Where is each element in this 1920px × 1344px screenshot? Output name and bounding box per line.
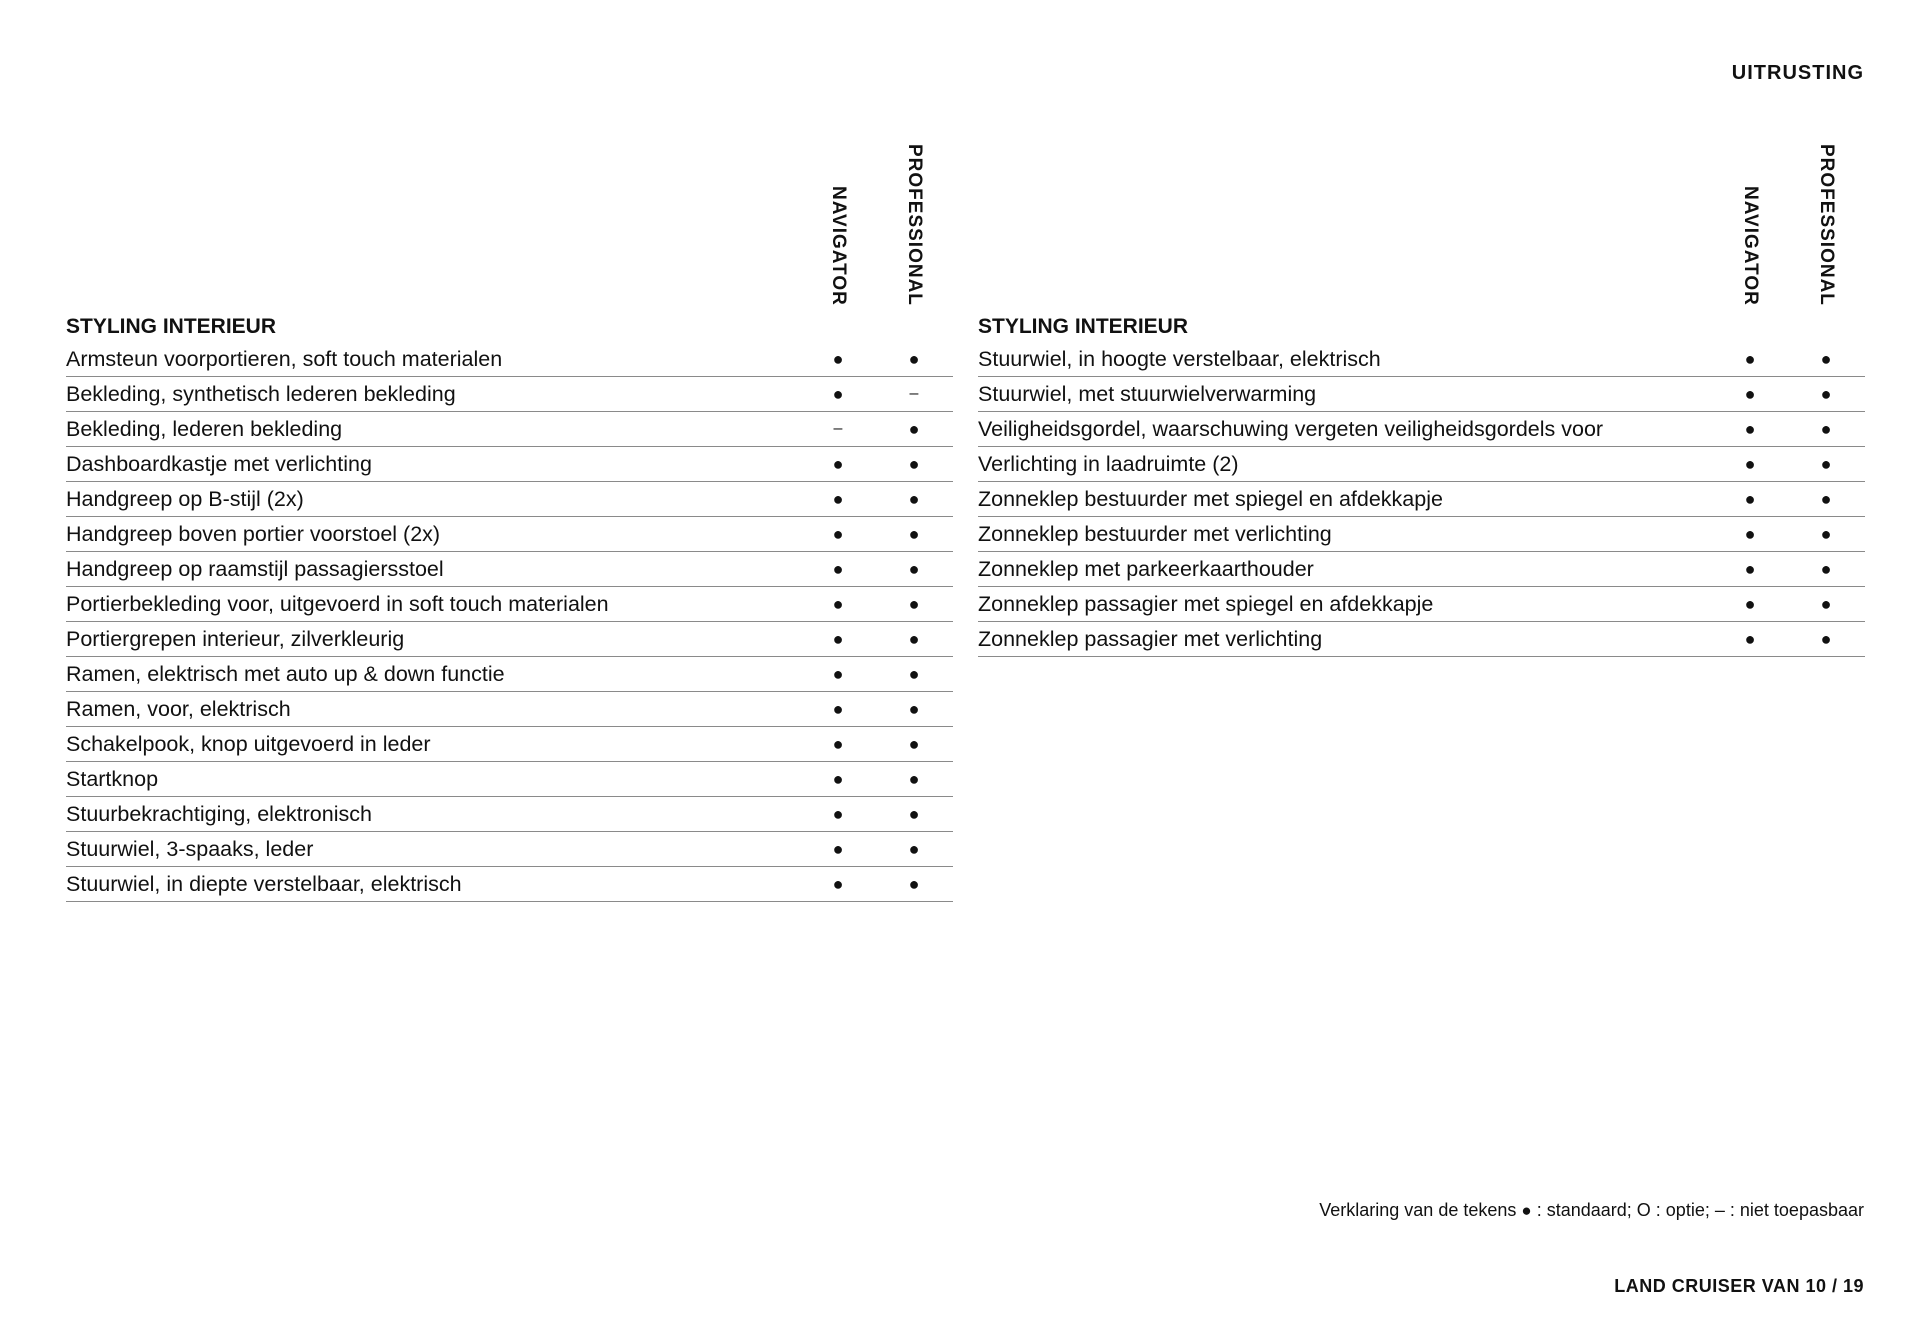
row-label: Dashboardkastje met verlichting: [66, 452, 372, 476]
mark-navigator: –: [833, 420, 843, 437]
row-label: Stuurwiel, in hoogte verstelbaar, elektrisch: [978, 347, 1381, 371]
mark-navigator: ●: [832, 349, 844, 369]
table-row: [66, 832, 953, 867]
table-row: [978, 552, 1865, 587]
row-label: Armsteun voorportieren, soft touch materialen: [66, 347, 503, 371]
row-label: Ramen, elektrisch met auto up & down functie: [66, 662, 505, 686]
row-label: Handgreep boven portier voorstoel (2x): [66, 522, 441, 546]
mark-professional: ●: [1820, 559, 1832, 579]
table-rows: [978, 342, 1865, 657]
mark-professional: ●: [908, 629, 920, 649]
mark-navigator: ●: [1744, 559, 1756, 579]
row-label: Zonneklep met parkeerkaarthouder: [978, 557, 1314, 581]
mark-professional: ●: [908, 699, 920, 719]
legend-option-symbol: O: [1636, 1200, 1651, 1220]
table-row: [978, 447, 1865, 482]
mark-professional: ●: [908, 594, 920, 614]
mark-navigator: ●: [1744, 524, 1756, 544]
row-label: Stuurwiel, 3-spaaks, leder: [66, 837, 314, 861]
table-row: [66, 482, 953, 517]
legend-na-text: : niet toepasbaar: [1729, 1200, 1864, 1220]
legend-na-symbol: –: [1714, 1200, 1725, 1220]
row-label: Zonneklep bestuurder met spiegel en afdekkapje: [978, 487, 1443, 511]
row-label: Zonneklep passagier met spiegel en afdekkapje: [978, 592, 1434, 616]
row-label: Schakelpook, knop uitgevoerd in leder: [66, 732, 431, 756]
table-title: STYLING INTERIEUR: [978, 315, 1189, 338]
legend-standard-text: : standaard;: [1536, 1200, 1632, 1220]
row-label: Stuurwiel, met stuurwielverwarming: [978, 382, 1317, 406]
mark-navigator: ●: [832, 804, 844, 824]
mark-professional: –: [909, 385, 919, 402]
footer: [1614, 1276, 1864, 1297]
table-row: [978, 412, 1865, 447]
legend-option-text: : optie;: [1655, 1200, 1710, 1220]
mark-professional: ●: [908, 734, 920, 754]
mark-navigator: ●: [832, 734, 844, 754]
table-row: [978, 342, 1865, 377]
table-row: [66, 762, 953, 797]
row-label: Veiligheidsgordel, waarschuwing vergeten veiligheidsgordels voor: [978, 417, 1604, 441]
mark-navigator: ●: [832, 874, 844, 894]
column-header-navigator: NAVIGATOR: [828, 186, 849, 306]
mark-navigator: ●: [1744, 349, 1756, 369]
mark-professional: ●: [908, 524, 920, 544]
table-row: [66, 657, 953, 692]
mark-professional: ●: [908, 839, 920, 859]
row-label: Bekleding, synthetisch lederen bekleding: [66, 382, 456, 406]
mark-professional: ●: [908, 454, 920, 474]
mark-professional: ●: [1820, 384, 1832, 404]
footer-page-number: 10 / 19: [1805, 1276, 1864, 1296]
equipment-table-left: [66, 134, 953, 902]
table-row: [66, 447, 953, 482]
column-header-navigator: NAVIGATOR: [1740, 186, 1761, 306]
mark-professional: ●: [908, 874, 920, 894]
row-label: Zonneklep passagier met verlichting: [978, 627, 1323, 651]
equipment-table-right: [978, 134, 1865, 657]
row-label: Handgreep op B-stijl (2x): [66, 487, 304, 511]
mark-navigator: ●: [832, 454, 844, 474]
mark-professional: ●: [1820, 594, 1832, 614]
mark-navigator: ●: [832, 699, 844, 719]
mark-professional: ●: [908, 419, 920, 439]
table-row: [66, 552, 953, 587]
table-row: [978, 482, 1865, 517]
mark-navigator: ●: [832, 664, 844, 684]
row-label: Handgreep op raamstijl passagiersstoel: [66, 557, 444, 581]
table-row: [66, 517, 953, 552]
mark-navigator: ●: [832, 629, 844, 649]
mark-professional: ●: [908, 769, 920, 789]
mark-professional: ●: [1820, 489, 1832, 509]
table-row: [66, 692, 953, 727]
column-headers: [66, 134, 953, 312]
mark-professional: ●: [1820, 419, 1832, 439]
table-row: [66, 342, 953, 377]
table-row: [978, 517, 1865, 552]
table-row: [66, 797, 953, 832]
legend-prefix: Verklaring van de tekens: [1319, 1200, 1517, 1220]
row-label: Verlichting in laadruimte (2): [978, 452, 1239, 476]
table-row: [978, 622, 1865, 657]
mark-professional: ●: [1820, 454, 1832, 474]
table-row: [66, 377, 953, 412]
mark-navigator: ●: [1744, 419, 1756, 439]
legend-standard-symbol: ●: [1521, 1201, 1532, 1220]
table-title: STYLING INTERIEUR: [66, 315, 277, 338]
row-label: Stuurbekrachtiging, elektronisch: [66, 802, 372, 826]
mark-professional: ●: [908, 664, 920, 684]
mark-navigator: ●: [832, 384, 844, 404]
mark-professional: ●: [908, 559, 920, 579]
table-row: [66, 867, 953, 902]
row-label: Stuurwiel, in diepte verstelbaar, elektrisch: [66, 872, 462, 896]
legend: [1319, 1200, 1864, 1221]
mark-professional: ●: [908, 349, 920, 369]
table-row: [978, 587, 1865, 622]
table-row: [66, 727, 953, 762]
row-label: Startknop: [66, 767, 159, 791]
mark-professional: ●: [1820, 524, 1832, 544]
row-label: Bekleding, lederen bekleding: [66, 417, 343, 441]
mark-navigator: ●: [1744, 629, 1756, 649]
mark-professional: ●: [908, 804, 920, 824]
row-label: Ramen, voor, elektrisch: [66, 697, 291, 721]
mark-navigator: ●: [832, 769, 844, 789]
mark-professional: ●: [1820, 629, 1832, 649]
row-label: Portierbekleding voor, uitgevoerd in soft touch materialen: [66, 592, 609, 616]
mark-navigator: ●: [832, 594, 844, 614]
section-label: UITRUSTING: [1731, 62, 1864, 84]
mark-navigator: ●: [832, 839, 844, 859]
table-row: [66, 412, 953, 447]
mark-navigator: ●: [832, 489, 844, 509]
column-header-professional: PROFESSIONAL: [904, 144, 925, 306]
row-label: Portiergrepen interieur, zilverkleurig: [66, 627, 405, 651]
column-headers: [978, 134, 1865, 312]
mark-navigator: ●: [832, 559, 844, 579]
mark-navigator: ●: [1744, 594, 1756, 614]
table-row: [66, 587, 953, 622]
table-row: [978, 377, 1865, 412]
table-rows: [66, 342, 953, 902]
row-label: Zonneklep bestuurder met verlichting: [978, 522, 1332, 546]
mark-professional: ●: [1820, 349, 1832, 369]
mark-navigator: ●: [1744, 384, 1756, 404]
mark-navigator: ●: [832, 524, 844, 544]
table-row: [66, 622, 953, 657]
column-header-professional: PROFESSIONAL: [1816, 144, 1837, 306]
mark-navigator: ●: [1744, 454, 1756, 474]
mark-professional: ●: [908, 489, 920, 509]
mark-navigator: ●: [1744, 489, 1756, 509]
footer-model: LAND CRUISER VAN: [1614, 1276, 1800, 1296]
